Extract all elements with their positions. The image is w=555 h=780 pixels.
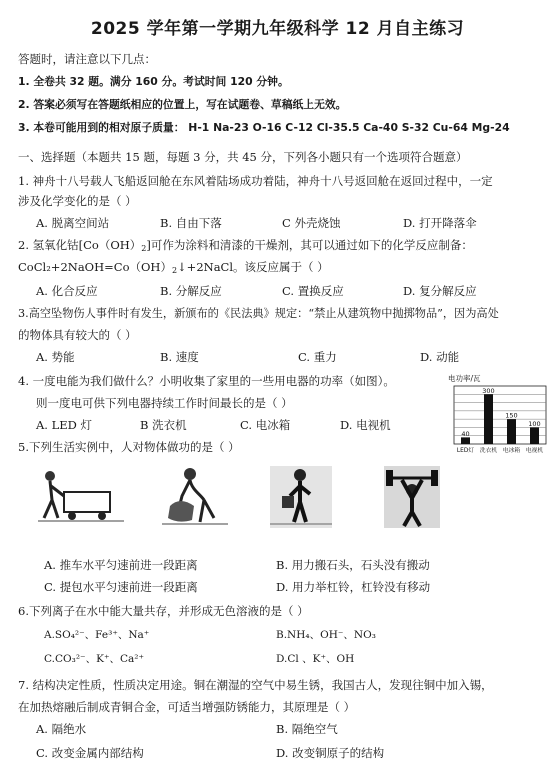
q1-option-d[interactable]: D. 打开降落伞 <box>403 216 477 230</box>
q3-stem-line1: 3.高空坠物伤人事件时有发生，新颁布的《民法典》规定：“禁止从建筑物中抛掷物品”，因为高处 <box>18 307 499 320</box>
chart-category-label: LED灯 <box>456 448 475 454</box>
q1-stem-line2: 涉及化学变化的是（ ） <box>18 194 137 208</box>
chart-category-label: 电冰箱 <box>502 448 521 454</box>
chart-category-label: 洗衣机 <box>479 448 498 454</box>
q7-stem-line2: 在加热熔融后制成青铜合金，可适当增强防锈能力，其原理是（ ） <box>18 700 356 714</box>
push-cart-figure-icon <box>36 466 126 528</box>
chart-bar-3 <box>507 419 516 444</box>
power-bar-chart <box>446 372 550 460</box>
page-title: 2025 学年第一学期九年级科学 12 月自主练习 <box>90 19 465 39</box>
q2-equation <box>18 260 329 278</box>
q6-option-a[interactable]: A.SO₄²⁻、Fe³⁺、Na⁺ <box>44 629 150 641</box>
q2-option-b[interactable]: B. 分解反应 <box>160 284 222 298</box>
q2-equation-subscript: 2 <box>171 266 178 275</box>
q7-option-c[interactable]: C. 改变金属内部结构 <box>36 746 144 760</box>
q7-stem-line1: 7. 结构决定性质，性质决定用途。铜在潮湿的空气中易生锈，我国古人，发现往铜中加入锡， <box>18 678 493 692</box>
q3-option-d[interactable]: D. 动能 <box>420 350 460 364</box>
q4-option-a[interactable]: A. LED 灯 <box>36 418 93 432</box>
chart-category-labels <box>457 446 543 454</box>
chart-value-label: 300 <box>482 386 495 395</box>
barbell-figure-icon <box>384 466 440 528</box>
q7-option-b[interactable]: B. 隔绝空气 <box>276 722 338 736</box>
q6-stem: 6.下列离子在水中能大量共存，并形成无色溶液的是（ ） <box>18 604 309 618</box>
note-1: 1. 全卷共 32 题。满分 160 分。考试时间 120 分钟。 <box>18 75 289 88</box>
q2-stem-part: 2. 氢氧化钴[Co（OH） <box>18 238 142 252</box>
q1-option-a[interactable]: A. 脱离空间站 <box>36 216 110 230</box>
q1-option-b[interactable]: B. 自由下落 <box>160 216 222 230</box>
q6-option-d[interactable]: D.Cl 、K⁺、OH <box>276 653 355 665</box>
chart-value-label: 40 <box>461 429 470 438</box>
note-3: 3. 本卷可能用到的相对原子质量： H-1 Na-23 O-16 C-12 Cl-35.5 Ca-40 S-32 Cu-64 Mg-24 <box>18 121 510 134</box>
q5-option-d[interactable]: D. 用力举杠铃，杠铃没有移动 <box>276 580 431 594</box>
q4-stem-line1: 4. 一度电能为我们做什么？小明收集了家里的一些用电器的功率（如图）。 <box>18 374 395 388</box>
note-2: 2. 答案必须写在答题纸相应的位置上，写在试题卷、草稿纸上无效。 <box>18 98 347 111</box>
q1-stem-line1: 1. 神舟十八号载人飞船返回舱在东风着陆场成功着陆，神舟十八号返回舱在返回过程中，一定 <box>18 174 493 188</box>
notes-intro: 答题时，请注意以下几点： <box>18 52 156 66</box>
q4-option-b[interactable]: B 洗衣机 <box>140 418 187 432</box>
q4-option-d[interactable]: D. 电视机 <box>340 418 391 432</box>
q2-stem-subscript: 2 <box>141 244 147 253</box>
q6-option-c[interactable]: C.CO₃²⁻、K⁺、Ca²⁺ <box>44 653 145 665</box>
chart-category-label: 电视机 <box>525 448 544 454</box>
chart-bars <box>461 387 541 444</box>
q2-equation-part: CoCl₂+2NaOH=Co（OH） <box>18 260 172 274</box>
q5-option-b[interactable]: B. 用力搬石头，石头没有搬动 <box>276 558 430 572</box>
q1-option-c[interactable]: C 外壳烧蚀 <box>282 216 341 230</box>
q3-option-c[interactable]: C. 重力 <box>298 350 337 364</box>
q2-option-c[interactable]: C. 置换反应 <box>282 284 344 298</box>
chart-bar-4 <box>530 427 539 444</box>
q5-stem: 5.下列生活实例中，人对物体做功的是（ ） <box>18 440 240 454</box>
q2-stem-line1 <box>18 238 473 256</box>
q2-equation-part: ↓+2NaCl。该反应属于（ ） <box>177 260 329 274</box>
chart-value-label: 150 <box>505 411 518 420</box>
chart-value-label: 100 <box>528 419 541 428</box>
carry-bag-figure-icon <box>270 466 332 528</box>
q2-option-d[interactable]: D. 复分解反应 <box>403 284 477 298</box>
q7-option-d[interactable]: D. 改变铜原子的结构 <box>276 746 385 760</box>
q5-option-a[interactable]: A. 推车水平匀速前进一段距离 <box>44 558 198 572</box>
q3-stem-line2: 的物体具有较大的（ ） <box>18 328 137 342</box>
q3-option-a[interactable]: A. 势能 <box>36 350 75 364</box>
q2-option-a[interactable]: A. 化合反应 <box>36 284 98 298</box>
lift-stone-figure-icon <box>160 466 230 528</box>
chart-bar-1 <box>461 437 470 444</box>
q4-stem-line2: 则一度电可供下列电器持续工作时间最长的是（ ） <box>36 396 293 410</box>
q6-option-b[interactable]: B.NH₄、OH⁻、NO₃ <box>276 629 376 641</box>
q7-option-a[interactable]: A. 隔绝水 <box>36 722 87 736</box>
q2-stem-part: ]可作为涂料和清漆的干燥剂，其可以通过如下的化学反应制备： <box>146 238 473 252</box>
chart-y-axis-label: 电功率/瓦 <box>448 374 481 383</box>
chart-bar-2 <box>484 394 493 444</box>
q3-option-b[interactable]: B. 速度 <box>160 350 199 364</box>
q5-option-c[interactable]: C. 提包水平匀速前进一段距离 <box>44 580 198 594</box>
q4-option-c[interactable]: C. 电冰箱 <box>240 418 291 432</box>
section-heading: 一、选择题（本题共 15 题，每题 3 分，共 45 分，下列各小题只有一个选项符合题意） <box>18 150 468 164</box>
